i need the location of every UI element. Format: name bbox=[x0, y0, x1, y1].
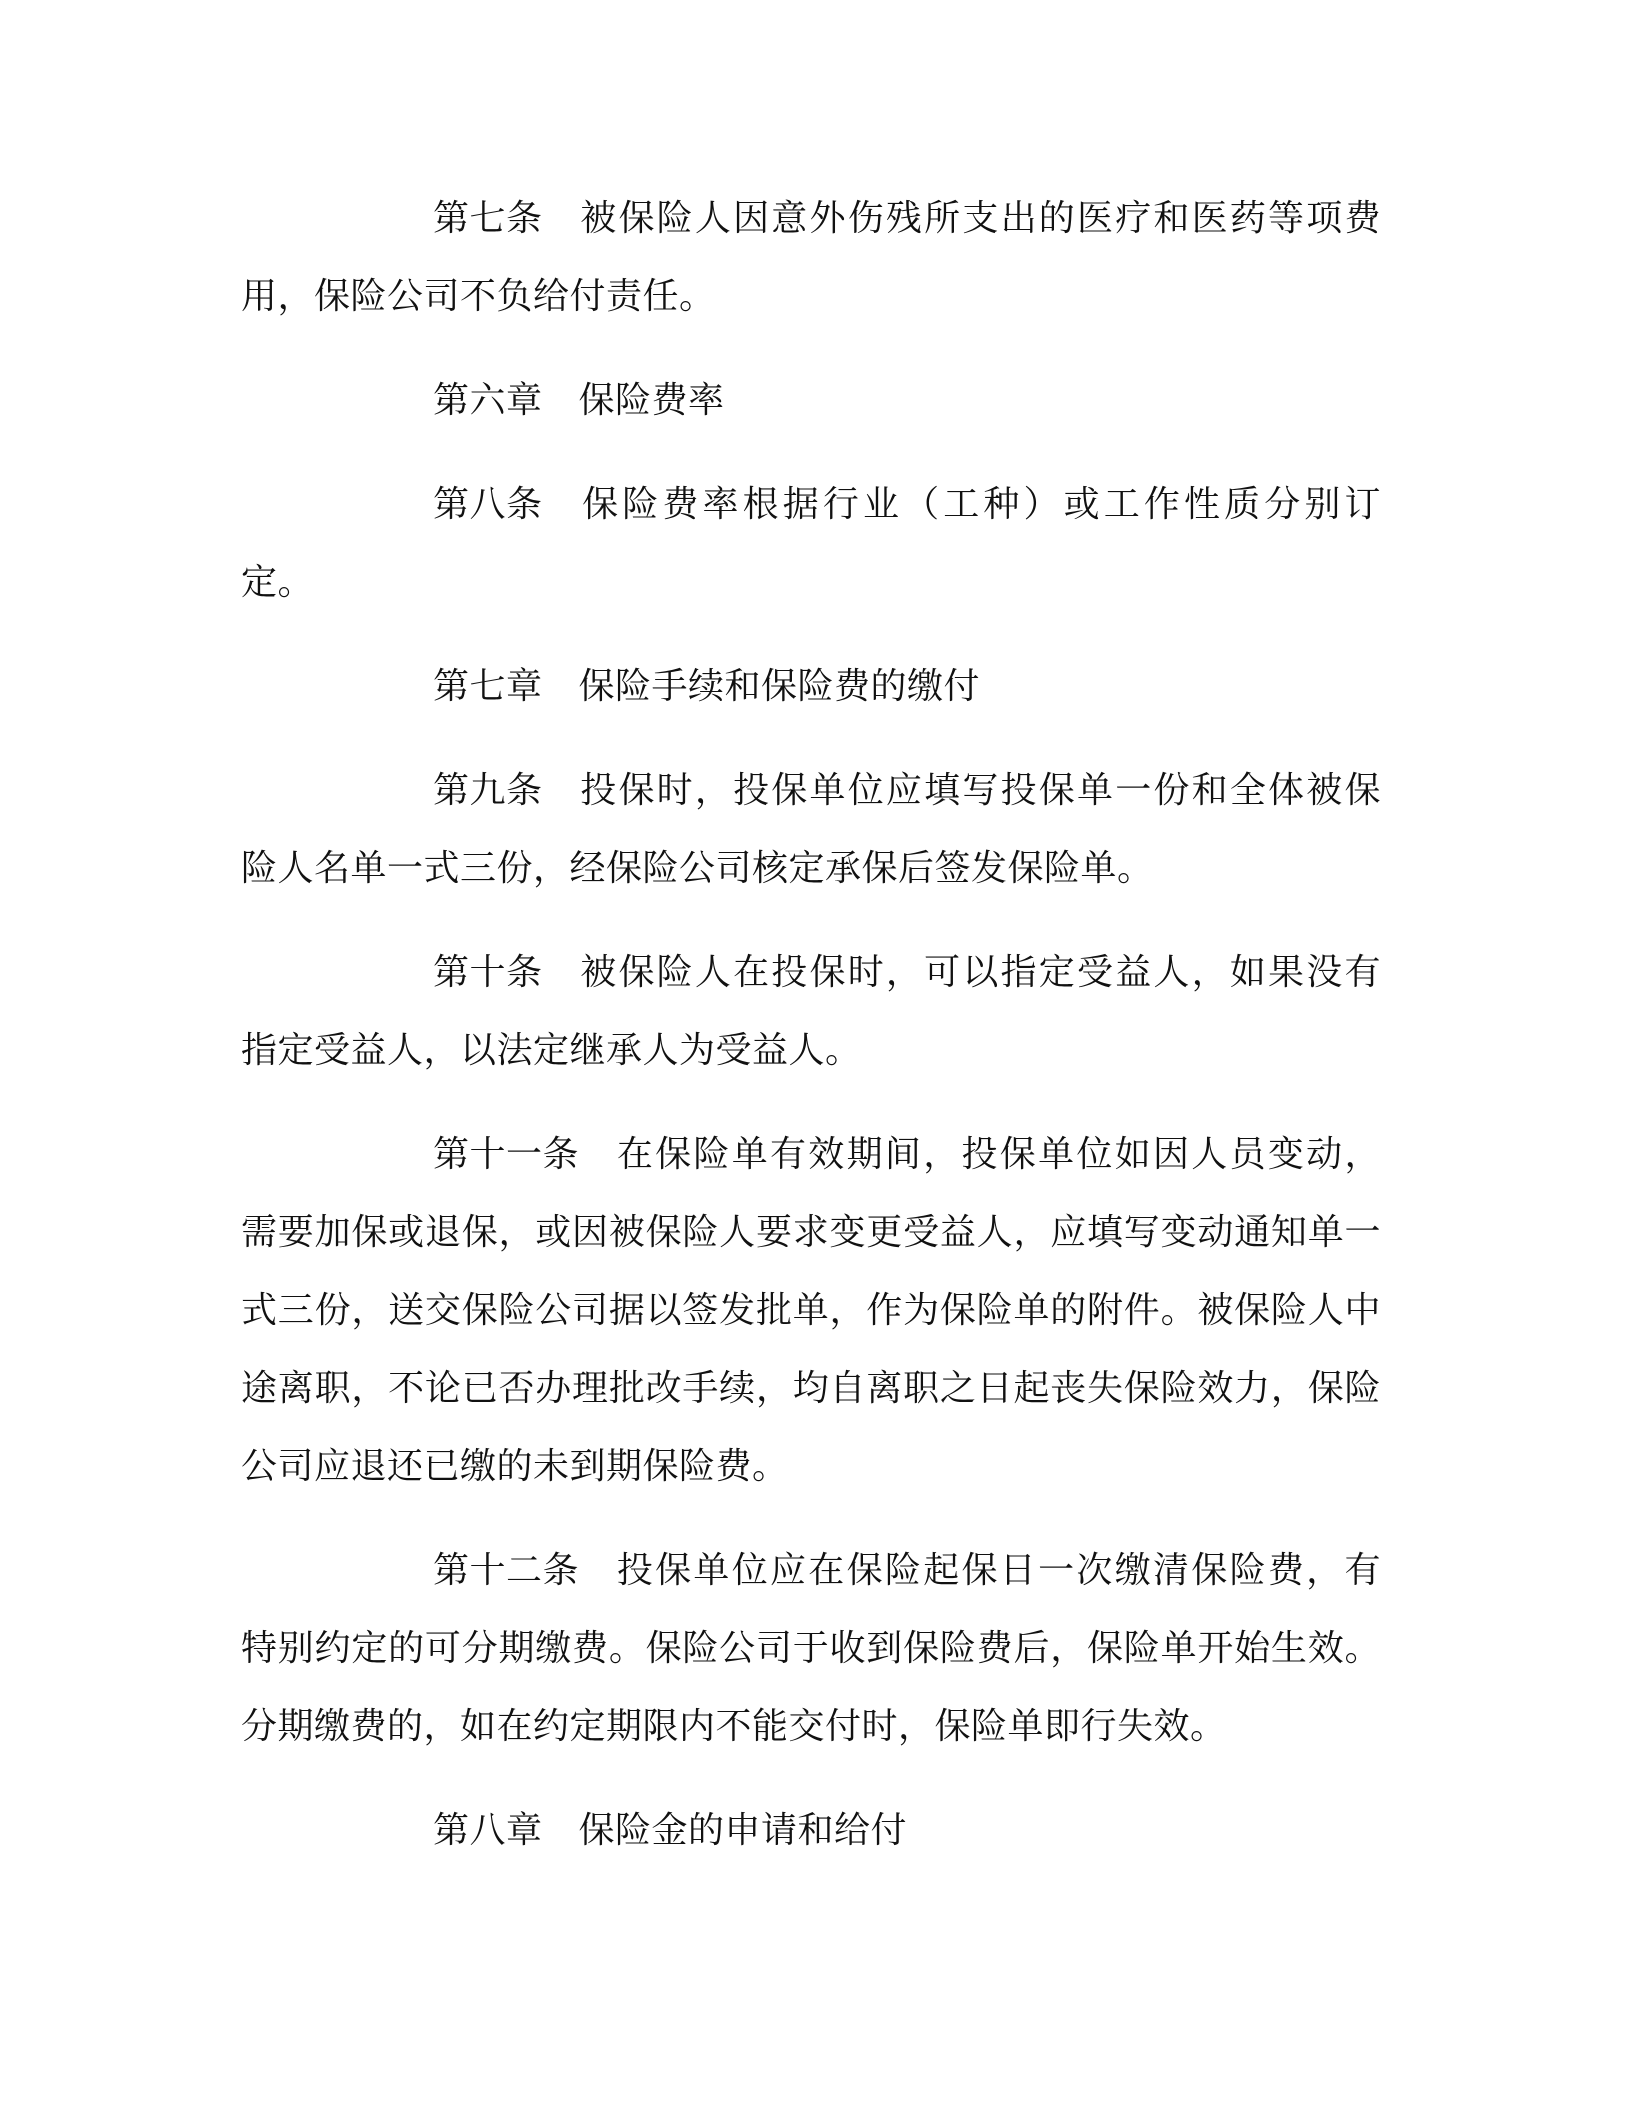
chapter-label: 第七章 bbox=[433, 666, 543, 707]
chapter-label: 第六章 bbox=[433, 380, 543, 421]
article-11-paragraph bbox=[241, 1116, 1381, 1506]
article-12-paragraph bbox=[241, 1532, 1381, 1766]
article-text: 投保时，投保单位应填写投保单一份和全体被保险人名单一式三份，经保险公司核定承保后签发保险单。 bbox=[241, 770, 1381, 889]
article-text: 被保险人在投保时，可以指定受益人，如果没有指定受益人，以法定继承人为受益人。 bbox=[241, 952, 1381, 1071]
document-body bbox=[241, 180, 1381, 1870]
article-text: 在保险单有效期间，投保单位如因人员变动，需要加保或退保，或因被保险人要求变更受益人，应填写变动通知单一式三份，送交保险公司据以签发批单，作为保险单的附件。被保险人中途离职，不论已否办理批改手续，均自离职之日起丧失保险效力，保险公司应退还已缴的未到期保险费。 bbox=[241, 1134, 1381, 1487]
chapter-7-heading bbox=[241, 648, 1381, 726]
article-label: 第十二条 bbox=[433, 1550, 580, 1591]
article-text: 被保险人因意外伤残所支出的医疗和医药等项费用，保险公司不负给付责任。 bbox=[241, 198, 1381, 317]
chapter-title: 保险费率 bbox=[578, 380, 725, 421]
chapter-6-heading bbox=[241, 362, 1381, 440]
article-label: 第九条 bbox=[433, 770, 543, 811]
chapter-title: 保险金的申请和给付 bbox=[578, 1810, 908, 1851]
article-label: 第十条 bbox=[433, 952, 543, 993]
article-label: 第十一条 bbox=[433, 1134, 580, 1175]
article-10-paragraph bbox=[241, 934, 1381, 1090]
article-7-paragraph bbox=[241, 180, 1381, 336]
chapter-label: 第八章 bbox=[433, 1810, 543, 1851]
article-label: 第八条 bbox=[433, 484, 543, 525]
chapter-8-heading bbox=[241, 1792, 1381, 1870]
article-8-paragraph bbox=[241, 466, 1381, 622]
article-text: 投保单位应在保险起保日一次缴清保险费，有特别约定的可分期缴费。保险公司于收到保险费后，保险单开始生效。分期缴费的，如在约定期限内不能交付时，保险单即行失效。 bbox=[241, 1550, 1381, 1747]
chapter-title: 保险手续和保险费的缴付 bbox=[578, 666, 981, 707]
article-9-paragraph bbox=[241, 752, 1381, 908]
article-text: 保险费率根据行业（工种）或工作性质分别订定。 bbox=[241, 484, 1381, 603]
article-label: 第七条 bbox=[433, 198, 543, 239]
